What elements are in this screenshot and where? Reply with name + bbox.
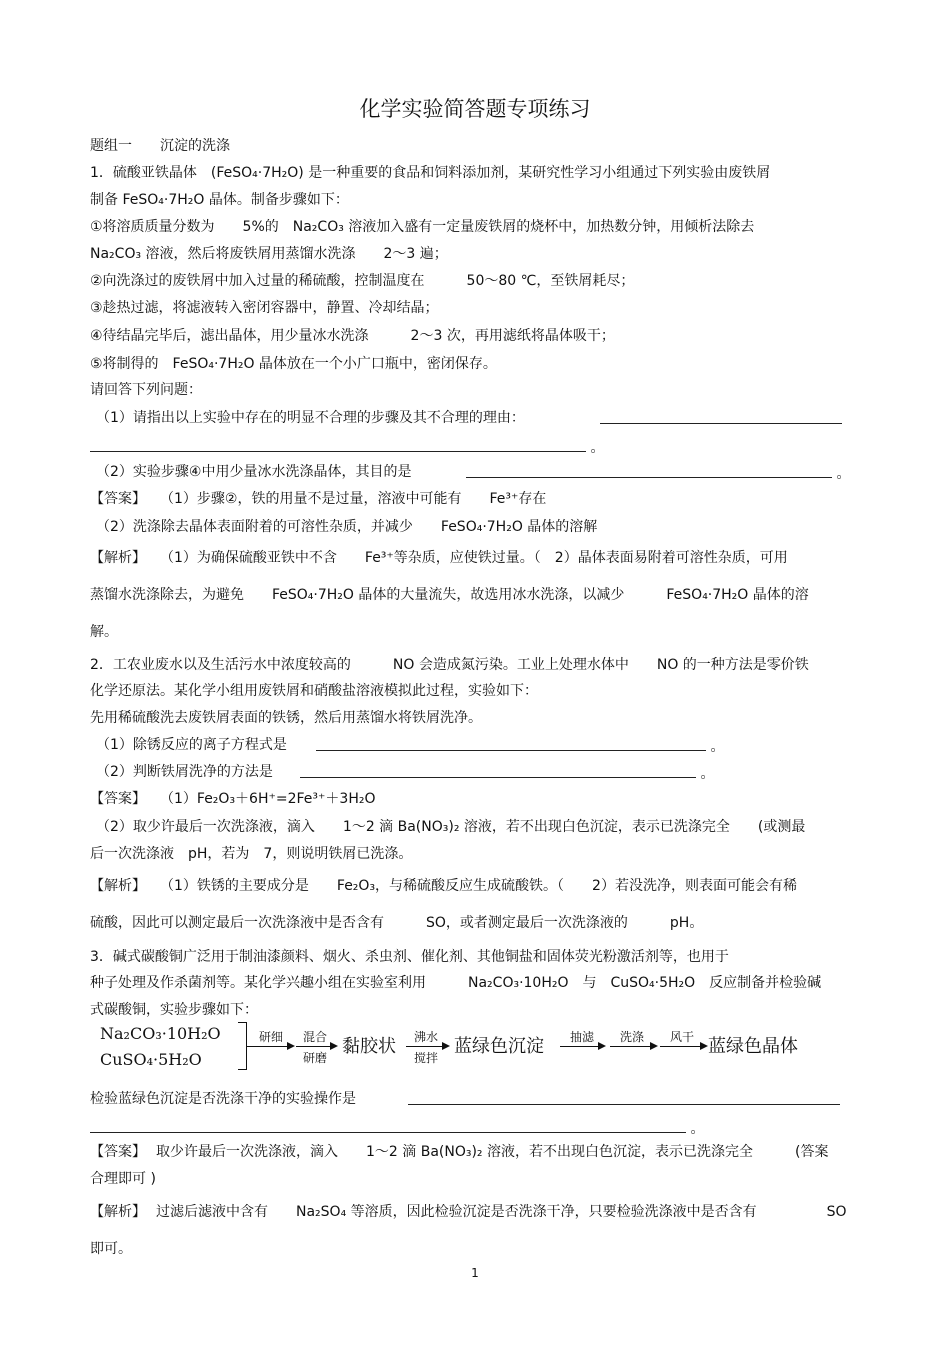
q3-intro-line3: 式碳酸铜，实验步骤如下： — [90, 1002, 258, 1018]
q1-step4: ④待结晶完毕后，滤出晶体，用少量冰水洗涤 2～3 次，再用滤纸将晶体吸干； — [90, 328, 615, 344]
q3-question: 检验蓝绿色沉淀是否洗涤干净的实验操作是 — [90, 1091, 356, 1107]
q3-answer-line2: 合理即可 ) — [90, 1171, 156, 1187]
analysis-label: 【解析】 — [90, 878, 146, 894]
q3-intro-line2: 种子处理及作杀菌剂等。某化学兴趣小组在实验室利用 Na₂CO₃·10H₂O 与 CuSO₄·5H₂O 反应制备并检验碱 — [90, 975, 822, 991]
answer-blank: 。 — [90, 437, 604, 457]
q1-analysis-line1: （1）为确保硫酸亚铁中不含 Fe³⁺等杂质，应使铁过量。（ 2）晶体表面易附着可溶性杂质，可用 — [160, 550, 788, 566]
answer-label: 【答案】 — [90, 1144, 146, 1160]
answer-blank — [600, 409, 842, 429]
q2-answer-2-line2: 后一次洗涤液 pH，若为 7，则说明铁屑已洗涤。 — [90, 846, 413, 862]
condition-suction-filter: 抽滤 — [569, 1030, 594, 1044]
q1-step1-line2: Na₂CO₃ 溶液，然后将废铁屑用蒸馏水洗涤 2～3 遍； — [90, 246, 448, 262]
q1-answer-1: （1）步骤②，铁的用量不是过量，溶液中可能有 Fe³⁺存在 — [160, 491, 547, 507]
analysis-label: 【解析】 — [90, 1204, 146, 1220]
q1-answer-2: （2）洗涤除去晶体表面附着的可溶性杂质，并减少 FeSO₄·7H₂O 晶体的溶解 — [96, 519, 598, 535]
q2-question-1: （1）除锈反应的离子方程式是 — [96, 737, 287, 753]
reagent-copper-sulfate: CuSO₄·5H₂O — [100, 1050, 202, 1069]
q1-analysis-line2: 蒸馏水洗涤除去，为避免 FeSO₄·7H₂O 晶体的大量流失，故选用冰水洗涤，以减少 FeSO₄·7H₂O 晶体的溶 — [90, 587, 809, 603]
q3-analysis-line1: 过滤后滤液中含有 Na₂SO₄ 等溶质，因此检验沉淀是否洗涤干净，只要检验洗涤液中是否含有 SO — [156, 1204, 847, 1220]
group-heading: 题组一 沉淀的洗涤 — [90, 138, 230, 154]
q3-intro-line1: 3．碱式碳酸铜广泛用于制油漆颜料、烟火、杀虫剂、催化剂、其他铜盐和固体荧光粉激活剂等，也用于 — [90, 949, 729, 965]
condition-mix: 混合 — [302, 1030, 327, 1044]
q1-step2: ②向洗涤过的废铁屑中加入过量的稀硫酸，控制温度在 50～80 ℃，至铁屑耗尽； — [90, 273, 635, 289]
q1-question-1: （1）请指出以上实验中存在的明显不合理的步骤及其不合理的理由： — [96, 410, 525, 426]
q1-ask: 请回答下列问题： — [90, 382, 202, 398]
product-gel: 黏胶状 — [342, 1036, 396, 1057]
condition-mill: 研磨 — [302, 1051, 327, 1065]
arrow-icon — [247, 1046, 293, 1047]
q1-intro-line2: 制备 FeSO₄·7H₂O 晶体。制备步骤如下： — [90, 192, 349, 208]
q1-step1-line1: ①将溶质质量分数为 5%的 Na₂CO₃ 溶液加入盛有一定量废铁屑的烧杯中，加热数分钟，用倾析法除去 — [90, 219, 755, 235]
q2-intro-line2: 化学还原法。某化学小组用废铁屑和硝酸盐溶液模拟此过程，实验如下： — [90, 683, 538, 699]
q2-answer-2-line1: （2）取少许最后一次洗涤液，滴入 1～2 滴 Ba(NO₃)₂ 溶液，若不出现白色沉淀，表示已洗涤完全 (或测最 — [96, 819, 806, 835]
arrow-icon — [560, 1046, 604, 1047]
analysis-label: 【解析】 — [90, 550, 146, 566]
process-flow-diagram — [100, 1020, 820, 1076]
q2-question-2: （2）判断铁屑洗净的方法是 — [96, 764, 273, 780]
arrow-icon — [296, 1046, 336, 1047]
reagent-sodium-carbonate: Na₂CO₃·10H₂O — [100, 1024, 221, 1043]
product-precipitate: 蓝绿色沉淀 — [454, 1036, 544, 1057]
q1-step3: ③趁热过滤，将滤液转入密闭容器中，静置、冷却结晶； — [90, 300, 439, 316]
arrow-icon — [406, 1046, 448, 1047]
answer-label: 【答案】 — [90, 791, 146, 807]
q1-step5: ⑤将制得的 FeSO₄·7H₂O 晶体放在一个小广口瓶中，密闭保存。 — [90, 356, 497, 372]
condition-boiling-water: 沸水 — [413, 1030, 438, 1044]
answer-blank: 。 — [466, 463, 850, 483]
q3-answer-line1: 取少许最后一次洗涤液，滴入 1～2 滴 Ba(NO₃)₂ 溶液，若不出现白色沉淀，表示已洗涤完全 (答案 — [156, 1144, 829, 1160]
answer-blank: 。 — [300, 763, 714, 783]
q2-intro-line1: 2．工农业废水以及生活污水中浓度较高的 NO 会造成氮污染。工业上处理水体中 NO 的一种方法是零价铁 — [90, 657, 809, 673]
product-crystal: 蓝绿色晶体 — [708, 1036, 798, 1057]
answer-label: 【答案】 — [90, 491, 146, 507]
condition-grind: 研细 — [258, 1030, 283, 1044]
q2-answer-1: （1）Fe₂O₃＋6H⁺=2Fe³⁺＋3H₂O — [160, 791, 376, 807]
condition-air-dry: 风干 — [669, 1030, 694, 1044]
condition-stir: 搅拌 — [413, 1051, 438, 1065]
q2-analysis-line1: （1）铁锈的主要成分是 Fe₂O₃，与稀硫酸反应生成硫酸铁。（ 2）若没洗净，则表面可能会有稀 — [160, 878, 797, 894]
arrow-icon — [660, 1046, 706, 1047]
q1-intro-line1: 1．硫酸亚铁晶体 (FeSO₄·7H₂O) 是一种重要的食品和饲料添加剂，某研究性学习小组通过下列实验由废铁屑 — [90, 165, 771, 181]
condition-wash: 洗涤 — [619, 1030, 644, 1044]
page-number: 1 — [471, 1266, 479, 1280]
answer-blank — [408, 1090, 840, 1110]
answer-blank: 。 — [90, 1118, 704, 1138]
bracket — [238, 1022, 247, 1070]
q1-question-2: （2）实验步骤④中用少量冰水洗涤晶体，其目的是 — [96, 464, 412, 480]
q2-intro-line3: 先用稀硫酸洗去废铁屑表面的铁锈，然后用蒸馏水将铁屑洗净。 — [90, 710, 482, 726]
q2-analysis-line2: 硫酸，因此可以测定最后一次洗涤液中是否含有 SO，或者测定最后一次洗涤液的 pH。 — [90, 915, 704, 931]
answer-blank: 。 — [316, 736, 724, 756]
page-title: 化学实验简答题专项练习 — [359, 97, 591, 121]
arrow-icon — [610, 1046, 656, 1047]
q3-analysis-line2: 即可。 — [90, 1241, 132, 1257]
q1-analysis-line3: 解。 — [90, 624, 118, 640]
